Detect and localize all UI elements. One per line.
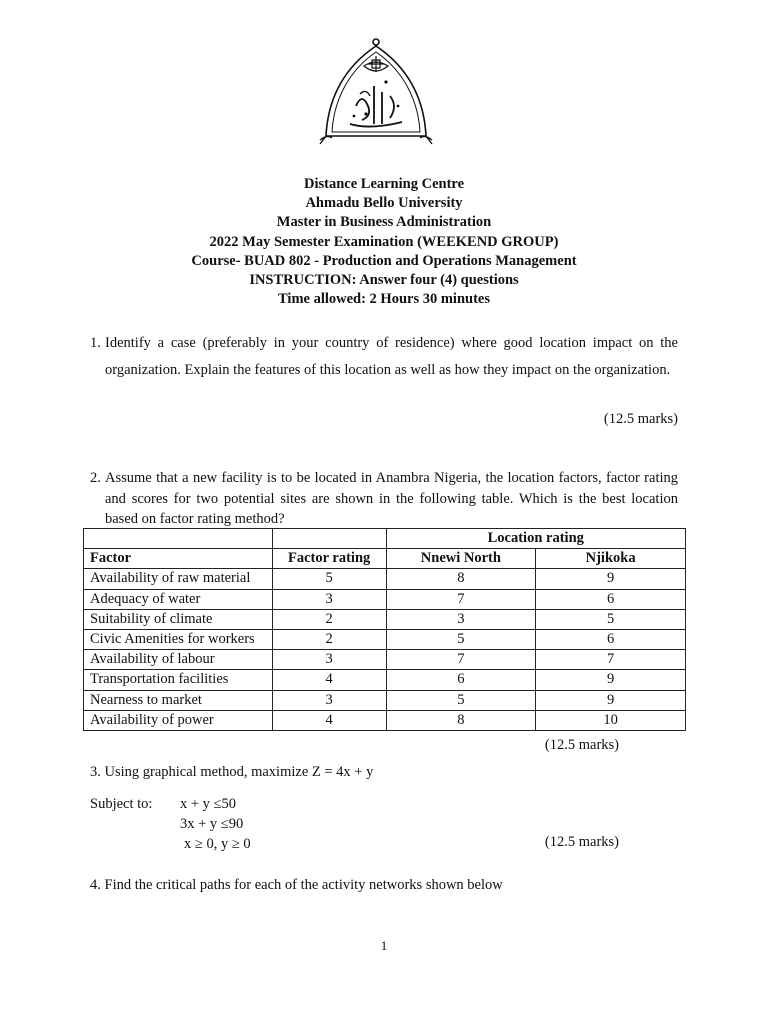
table-cell-factor: Nearness to market [84, 690, 273, 710]
table-cell-value: 3 [272, 690, 386, 710]
table-row [84, 569, 686, 589]
question-3-marks: (12.5 marks) [544, 834, 619, 850]
table-header: Njikoka [536, 549, 686, 569]
table-cell-value: 7 [386, 589, 536, 609]
question-2 [90, 468, 678, 530]
question-1 [90, 330, 678, 383]
table-cell-value: 9 [536, 569, 686, 589]
question-3-text: 3. Using graphical method, maximize Z = 4x + y [90, 764, 374, 780]
table-header: Nnewi North [386, 549, 536, 569]
table-cell-value: 3 [386, 609, 536, 629]
table-cell-value: 2 [272, 630, 386, 650]
table-cell-value: 5 [386, 690, 536, 710]
university-crest-logo [316, 36, 436, 156]
constraint-3: x ≥ 0, y ≥ 0 [184, 836, 251, 852]
question-2-marks: (12.5 marks) [544, 737, 619, 753]
page-number: 1 [380, 938, 388, 953]
table-cell-factor: Availability of power [84, 710, 273, 730]
table-header-row [84, 549, 686, 569]
table-cell-value: 6 [536, 589, 686, 609]
question-1-marks: (12.5 marks) [603, 411, 678, 427]
table-cell-value: 4 [272, 710, 386, 730]
table-cell-value: 10 [536, 710, 686, 730]
table-row [84, 670, 686, 690]
table-row [84, 589, 686, 609]
table-cell-value: 6 [386, 670, 536, 690]
table-cell-factor: Suitability of climate [84, 609, 273, 629]
table-cell-value: 5 [536, 609, 686, 629]
table-cell-value: 6 [536, 630, 686, 650]
question-1-text: Identify a case (preferably in your country of residence) where good location impact on the organization. Explain the features of this location as well as how they impact on the organization. [105, 335, 678, 378]
table-cell-factor: Transportation facilities [84, 670, 273, 690]
table-cell-value: 2 [272, 609, 386, 629]
table-row [84, 710, 686, 730]
table-cell-factor: Availability of raw material [84, 569, 273, 589]
header-course: Course- BUAD 802 - Production and Operations Management [191, 252, 577, 269]
table-cell-value: 7 [536, 650, 686, 670]
table-cell-value: 4 [272, 670, 386, 690]
table-cell-value: 3 [272, 650, 386, 670]
question-1-number: 1. [90, 335, 101, 351]
table-row [84, 650, 686, 670]
table-header: Factor rating [272, 549, 386, 569]
table-cell-factor: Availability of labour [84, 650, 273, 670]
question-2-number: 2. [90, 470, 101, 486]
table-empty-cell [272, 529, 386, 549]
question-2-text: Assume that a new facility is to be located in Anambra Nigeria, the location factors, factor rating and scores for two potential sites are shown in the following table. Which is the best location based on factor rating method? [105, 470, 678, 527]
header-exam: 2022 May Semester Examination (WEEKEND GROUP) [209, 233, 559, 250]
question-4-text: 4. Find the critical paths for each of the activity networks shown below [90, 877, 503, 893]
table-group-header: Location rating [386, 529, 685, 549]
table-row [84, 630, 686, 650]
table-cell-value: 5 [272, 569, 386, 589]
header-centre: Distance Learning Centre [303, 176, 465, 192]
table-header: Factor [84, 549, 273, 569]
location-rating-table [83, 528, 686, 731]
table-row [84, 609, 686, 629]
table-cell-factor: Adequacy of water [84, 589, 273, 609]
header-time: Time allowed: 2 Hours 30 minutes [278, 291, 490, 308]
constraint-2: 3x + y ≤90 [180, 816, 244, 832]
table-cell-value: 9 [536, 670, 686, 690]
exam-header [0, 175, 768, 309]
table-body [84, 569, 686, 731]
table-cell-value: 3 [272, 589, 386, 609]
table-cell-value: 7 [386, 650, 536, 670]
table-cell-factor: Civic Amenities for workers [84, 630, 273, 650]
table-cell-value: 8 [386, 710, 536, 730]
header-instruction: INSTRUCTION: Answer four (4) questions [249, 272, 519, 289]
table-row [84, 690, 686, 710]
subject-to-label: Subject to: [90, 796, 153, 812]
table-cell-value: 8 [386, 569, 536, 589]
table-empty-cell [84, 529, 273, 549]
header-programme: Master in Business Administration [276, 214, 492, 231]
header-university: Ahmadu Bello University [305, 195, 463, 212]
table-group-header-row [84, 529, 686, 549]
constraint-1: x + y ≤50 [180, 796, 237, 812]
table-cell-value: 9 [536, 690, 686, 710]
table-cell-value: 5 [386, 630, 536, 650]
